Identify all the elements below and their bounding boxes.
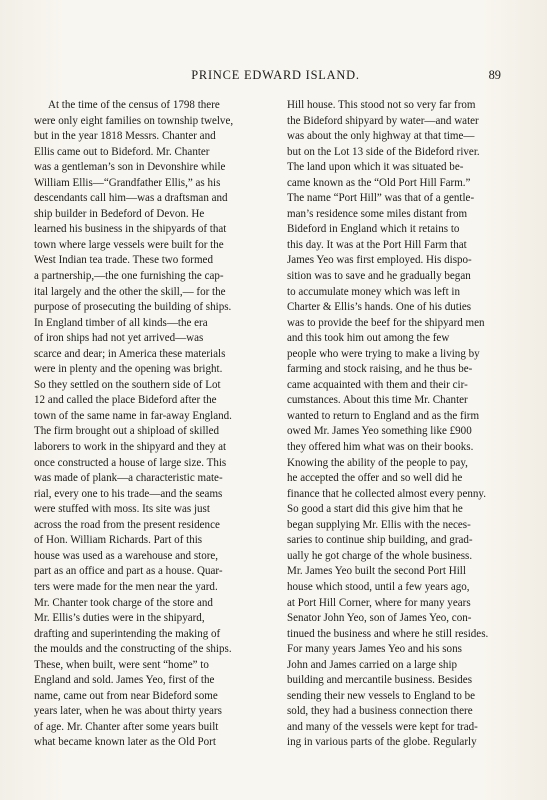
text-line: came acquainted with them and their cir-	[287, 378, 468, 391]
text-line: years later, when he was about thirty years	[34, 705, 222, 718]
text-line: So they settled on the southern side of Lot	[34, 378, 221, 391]
text-line: drafting and superintending the making of	[34, 627, 221, 640]
text-line: owed Mr. James Yeo something like £900	[287, 425, 472, 438]
text-line: the moulds and the constructing of the ships.	[34, 643, 232, 656]
text-line: was to provide the beef for the shipyard men	[287, 316, 485, 329]
text-line: sending their new vessels to England to be	[287, 689, 476, 702]
text-line: Hill house. This stood not so very far from	[287, 99, 476, 111]
text-line: West Indian tea trade. These two formed	[34, 254, 213, 267]
text-line: of age. Mr. Chanter after some years built	[34, 720, 219, 733]
text-line: Ellis came out to Bideford. Mr. Chanter	[34, 145, 210, 158]
text-line: were only eight families on township twelve,	[34, 114, 234, 127]
text-line: at Port Hill Corner, where for many years	[287, 596, 471, 609]
text-line: The firm brought out a shipload of skilled	[34, 425, 220, 438]
text-line: William Ellis—“Grandfather Ellis,” as his	[34, 176, 221, 189]
text-line: of Hon. William Richards. Part of this	[34, 534, 203, 547]
page-header	[34, 66, 517, 84]
text-line: sition was to save and he gradually began	[287, 270, 471, 283]
text-line: James Yeo was first employed. His dispo-	[287, 254, 472, 267]
text-line: descendants call him—was a draftsman and	[34, 192, 228, 205]
text-line: Bideford in England which it retains to	[287, 223, 460, 236]
text-line: this day. It was at the Port Hill Farm that	[287, 238, 467, 251]
text-line: ing in various parts of the globe. Regularly	[287, 736, 477, 749]
text-line: ually he got charge of the whole business.	[287, 549, 473, 562]
text-line: Mr. Ellis’s duties were in the shipyard,	[34, 612, 205, 625]
text-line: he accepted the offer and so well did he	[287, 472, 463, 485]
text-line: what became known later as the Old Port	[34, 736, 216, 749]
text-line: wanted to return to England and as the firm	[287, 409, 480, 422]
text-line: was a gentleman’s son in Devonshire while	[34, 161, 226, 174]
text-line: ters were made for the men near the yard.	[34, 580, 218, 593]
text-line: people who were trying to make a living by	[287, 347, 480, 360]
text-line: house which stood, until a few years ago,	[287, 580, 470, 593]
text-line: and many of the vessels were kept for trad-	[287, 720, 478, 733]
text-line: town of the same name in far-away England.	[34, 409, 232, 422]
text-line: purpose of prosecuting the building of ships.	[34, 301, 232, 314]
text-line: England and sold. James Yeo, first of the	[34, 674, 215, 687]
text-line: of iron ships had not yet arrived—was	[34, 332, 204, 345]
text-line: began supplying Mr. Ellis with the neces-	[287, 518, 471, 531]
text-line: learned his business in the shipyards of that	[34, 223, 227, 236]
text-line: name, came out from near Bideford some	[34, 689, 218, 702]
text-line: building and mercantile business. Besides	[287, 674, 473, 687]
text-line: Senator John Yeo, son of James Yeo, con-	[287, 612, 472, 625]
right-text-column	[287, 98, 517, 751]
text-line: The land upon which it was situated be-	[287, 161, 464, 174]
text-line: across the road from the present residence	[34, 518, 220, 531]
text-line: sold, they had a business connection there	[287, 705, 473, 718]
text-line: laborers to work in the shipyard and they at	[34, 441, 227, 454]
text-line: were in plenty and the opening was bright.	[34, 363, 223, 376]
text-line: was made of plank—a characteristic mate-	[34, 472, 223, 485]
text-line: For many years James Yeo and his sons	[287, 643, 462, 656]
page-number: 89	[488, 68, 501, 82]
text-line: man’s residence some miles distant from	[287, 207, 468, 220]
text-line: rial, every one to his trade—and the seams	[34, 487, 223, 500]
text-line: but on the Lot 13 side of the Bideford river.	[287, 145, 480, 158]
text-line: At the time of the census of 1798 there	[48, 99, 220, 111]
text-line: Mr. James Yeo built the second Port Hill	[287, 565, 466, 578]
text-line: These, when built, were sent “home” to	[34, 658, 209, 671]
running-head: PRINCE EDWARD ISLAND.	[191, 68, 360, 82]
text-line: town where large vessels were built for the	[34, 238, 224, 251]
text-line: tinued the business and where he still resides.	[287, 627, 489, 640]
text-line: the Bideford shipyard by water—and water	[287, 114, 479, 127]
text-line: Charter & Ellis’s hands. One of his duties	[287, 301, 472, 314]
text-line: was about the only highway at that time—	[287, 130, 475, 143]
text-line: they offered him what was on their books.	[287, 441, 474, 454]
text-line: to accumulate money which was left in	[287, 285, 461, 298]
text-line: saries to continue ship building, and grad-	[287, 534, 473, 547]
text-line: cumstances. About this time Mr. Chanter	[287, 394, 468, 407]
text-line: were stuffed with moss. Its site was just	[34, 503, 210, 516]
text-line: came known as the “Old Port Hill Farm.”	[287, 176, 471, 189]
text-line: part as an office and part as a house. Quar-	[34, 565, 223, 578]
text-line: In England timber of all kinds—the era	[34, 316, 208, 329]
text-line: ital largely and the other the skill,— for the	[34, 285, 226, 298]
left-text-column	[34, 98, 264, 751]
text-line: ship builder in Bedeford of Devon. He	[34, 207, 205, 220]
text-line: finance that he collected almost every penny.	[287, 487, 486, 500]
text-line: farming and stock raising, and he thus be-	[287, 363, 473, 376]
text-line: once constructed a house of large size. This	[34, 456, 227, 469]
text-line: Knowing the ability of the people to pay,	[287, 456, 468, 469]
text-line: but in the year 1818 Messrs. Chanter and	[34, 130, 216, 143]
text-line: So good a start did this give him that he	[287, 503, 463, 516]
text-line: house was used as a warehouse and store,	[34, 549, 219, 562]
text-line: 12 and called the place Bideford after the	[34, 394, 217, 407]
text-line: The name “Port Hill” was that of a gentle-	[287, 192, 475, 205]
text-line: scarce and dear; in America these materials	[34, 347, 226, 360]
text-line: a partnership,—the one furnishing the cap-	[34, 270, 224, 283]
text-line: Mr. Chanter took charge of the store and	[34, 596, 213, 609]
text-line: and this took him out among the few	[287, 332, 450, 345]
text-line: John and James carried on a large ship	[287, 658, 458, 671]
